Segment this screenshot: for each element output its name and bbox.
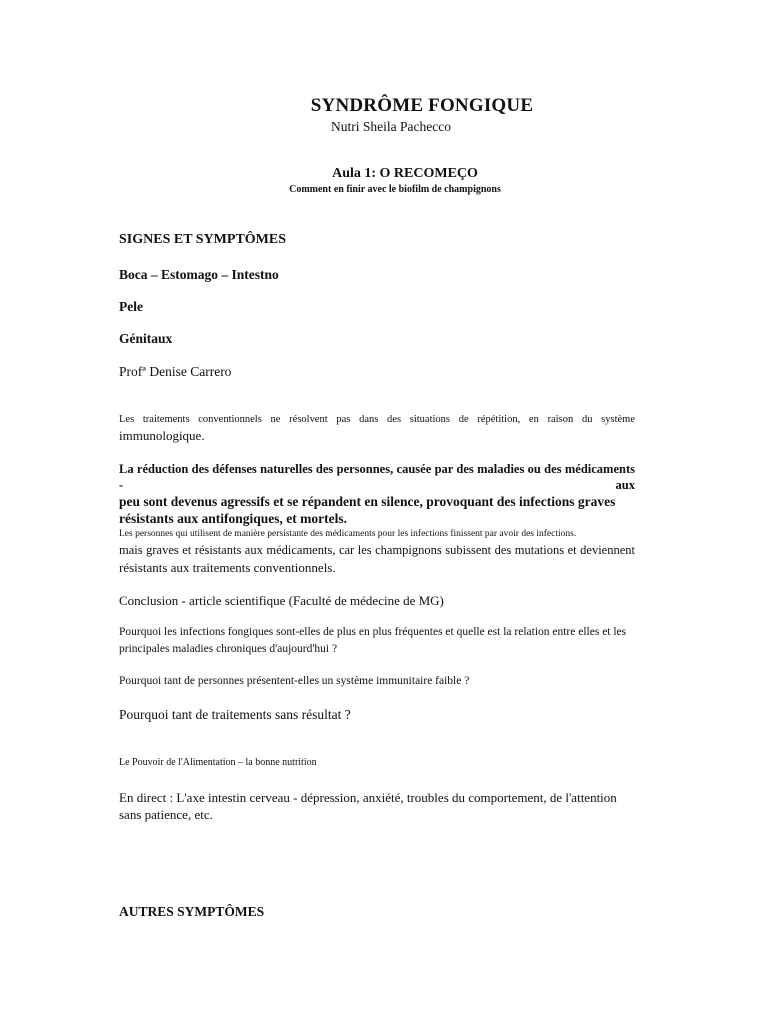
question-fungal-infections [119, 624, 635, 658]
paragraph-line: mais graves et résistants aux médicaments, car les champignons subissent des mutations et deviennent [119, 543, 635, 557]
lesson-title: Aula 1: O RECOMEÇO [332, 166, 478, 181]
paragraph-line: résistants aux traitements conventionnels. [119, 560, 336, 575]
symptom-area-genital: Génitaux [119, 331, 173, 346]
paragraph-line: La réduction des défenses naturelles des personnes, causée par des maladies ou des médicaments - aux [119, 462, 635, 492]
author-name: Nutri Sheila Pachecco [331, 119, 451, 134]
paragraph-line: En direct : L'axe intestin cerveau - dépression, anxiété, troubles du comportement, de l'attention [119, 790, 617, 805]
paragraph-line: Les traitements conventionnels ne résolvent pas dans des situations de répétition, en raison du système [119, 414, 635, 425]
paragraph-line: immunologique. [119, 428, 205, 443]
symptom-area-skin: Pele [119, 299, 143, 314]
paragraph-conventional-treatments [119, 413, 635, 445]
paragraph-line: sans patience, etc. [119, 807, 213, 822]
paragraph-persistent-medication [119, 527, 635, 576]
lesson-subtitle: Comment en finir avec le biofilm de champignons [289, 184, 501, 195]
paragraph-reduced-defenses [119, 461, 635, 527]
symptom-area-mouth: Boca – Estomago – Intestno [119, 267, 279, 282]
question-no-results: Pourquoi tant de traitements sans résultat ? [119, 707, 351, 722]
paragraph-line: principales maladies chroniques d'aujourd'hui ? [119, 643, 338, 655]
paragraph-gut-brain-axis [119, 789, 635, 823]
paragraph-line: Les personnes qui utilisent de manière persistante des médicaments pour les infections finissent par avoir des infections. [119, 529, 577, 539]
document-title: SYNDRÔME FONGIQUE [310, 95, 534, 116]
question-weak-immune-system: Pourquoi tant de personnes présentent-elles un système immunitaire faible ? [119, 675, 470, 687]
conclusion-text: Conclusion - article scientifique (Faculté de médecine de MG) [119, 593, 444, 608]
paragraph-line: Pourquoi les infections fongiques sont-elles de plus en plus fréquentes et quelle est la relation entre elles et les [119, 626, 627, 638]
section-heading-signs: SIGNES ET SYMPTÔMES [119, 232, 287, 247]
paragraph-line: peu sont devenus agressifs et se répandent en silence, provoquant des infections graves [119, 494, 616, 509]
nutrition-power-text: Le Pouvoir de l'Alimentation – la bonne nutrition [119, 757, 317, 768]
section-heading-other-symptoms: AUTRES SYMPTÔMES [119, 904, 265, 919]
professor-name: Profª Denise Carrero [119, 364, 232, 379]
paragraph-line: résistants aux antifongiques, et mortels. [119, 511, 347, 526]
